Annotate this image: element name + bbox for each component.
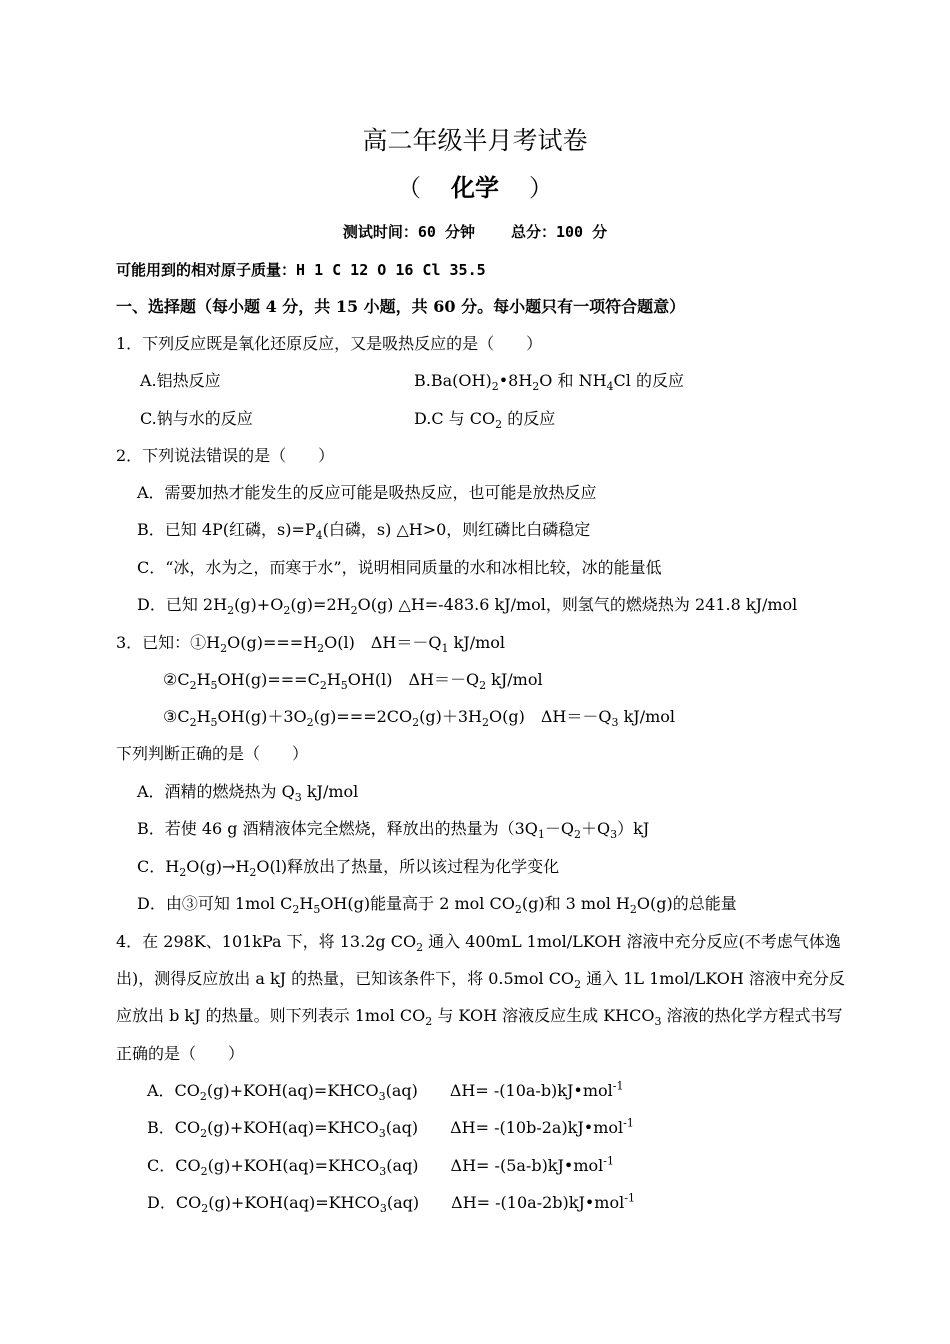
subject-close-paren: ） xyxy=(529,174,553,202)
q2-option-a: A．需要加热才能发生的反应可能是吸热反应，也可能是放热反应 xyxy=(137,483,597,502)
q4-stem-line-2: 出)，测得反应放出 a kJ 的热量，已知该条件下，将 0.5mol $CO_2$ 通入 1L 1mol/LKOH 溶液中充分反 xyxy=(116,969,845,992)
q4-stem-line-3: 应放出 b kJ 的热量。则下列表示 1mol $CO_2$ 与 KOH 溶液反应生成 $KHCO_3$ 溶液的热化学方程式书写 xyxy=(116,1006,843,1029)
q4-stem-line-4: 正确的是（ ） xyxy=(116,1044,245,1063)
subject-open-paren: （ xyxy=(397,174,421,202)
q3-option-a: A．酒精的燃烧热为 $Q_3$ kJ/mol xyxy=(137,782,359,805)
exam-subject-line xyxy=(0,173,950,203)
q4-option-a: A．$CO_2(g)+KOH(aq)=KHCO_3(aq)$ ΔH= -(10a-b)kJ•mol$^{-1}$ xyxy=(147,1079,624,1104)
q4-option-c: C．$CO_2(g)+KOH(aq)=KHCO_3(aq)$ ΔH= -(5a-b)kJ•mol$^{-1}$ xyxy=(147,1154,614,1179)
q2-option-b: B．已知 4P(红磷，$s)=P_4$(白磷，s) △H>0，则红磷比白磷稳定 xyxy=(137,520,591,543)
q1-option-c: C.钠与水的反应 xyxy=(140,409,253,428)
test-total-score: 总分：100 分 xyxy=(510,223,608,241)
q3-option-c: C．$H_2O(g)\to H_2O(l)$释放出了热量，所以该过程为化学变化 xyxy=(137,857,560,880)
q1-option-d: D.C 与 $CO_2$ 的反应 xyxy=(414,409,556,432)
q1-stem: 1．下列反应既是氧化还原反应，又是吸热反应的是（ ） xyxy=(116,334,543,353)
q4-option-d: D．$CO_2(g)+KOH(aq)=KHCO_3(aq)$ ΔH= -(10a-2b)kJ•mol$^{-1}$ xyxy=(147,1191,635,1216)
q1-option-a: A.铝热反应 xyxy=(140,371,221,390)
q1-option-b: $B.Ba(OH)_2•8H_2O$ 和 $NH_4Cl$ 的反应 xyxy=(414,371,684,394)
atomic-mass-note: 可能用到的相对原子质量：H 1 C 12 O 16 Cl 35.5 xyxy=(116,261,486,279)
q2-option-c: C．“冰，水为之，而寒于水”，说明相同质量的水和冰相比较，冰的能量低 xyxy=(137,558,662,577)
q3-stem: 下列判断正确的是（ ） xyxy=(116,744,309,763)
q3-option-b: B．若使 46 g 酒精液体完全燃烧，释放出的热量为$(3Q_1-Q_2+Q_3)kJ$ xyxy=(137,819,650,842)
q3-equation-3: $③C_2H_5OH(g)+3O_2(g)===2CO_2(g)+3H_2O(g)$ $\Delta H=-Q_3$ kJ/mol xyxy=(163,707,676,730)
q4-option-b: B．$CO_2(g)+KOH(aq)=KHCO_3(aq)$ ΔH= -(10b-2a)kJ•mol$^{-1}$ xyxy=(147,1116,634,1141)
q3-option-d: D．由③可知 1mol $C_2H_5OH(g)$能量高于 2 mol $CO_2(g)$和 3 mol $H_2O(g)$的总能量 xyxy=(137,894,737,917)
q4-stem-line-1: 4．在 298K、101kPa 下，将 13.2g $CO_2$ 通入 400mL 1mol/LKOH 溶液中充分反应(不考虑气体逸 xyxy=(116,932,841,955)
q3-equation-2: $②C_2H_5OH(g)===C_2H_5OH(l)$ $\Delta H=-Q_2$ kJ/mol xyxy=(163,670,543,693)
exam-title: 高二年级半月考试卷 xyxy=(362,126,588,155)
q2-option-d: D．已知 $2H_2(g)+O_2(g)=2H_2O(g)$ △H=-483.6 kJ/mol，则氢气的燃烧热为 241.8 kJ/mol xyxy=(137,595,798,618)
section-heading: 一、选择题（每小题 4 分，共 15 小题，共 60 分。每小题只有一项符合题意） xyxy=(116,297,686,316)
test-time: 测试时间：60 分钟 xyxy=(342,223,475,241)
q3-equation-1: 3．已知：$①H_2O(g)===H_2O(l)$ $\Delta H=-Q_1$ kJ/mol xyxy=(116,633,506,656)
subject-name: 化学 xyxy=(451,174,499,202)
test-info xyxy=(0,222,950,242)
q2-stem: 2．下列说法错误的是（ ） xyxy=(116,446,335,465)
